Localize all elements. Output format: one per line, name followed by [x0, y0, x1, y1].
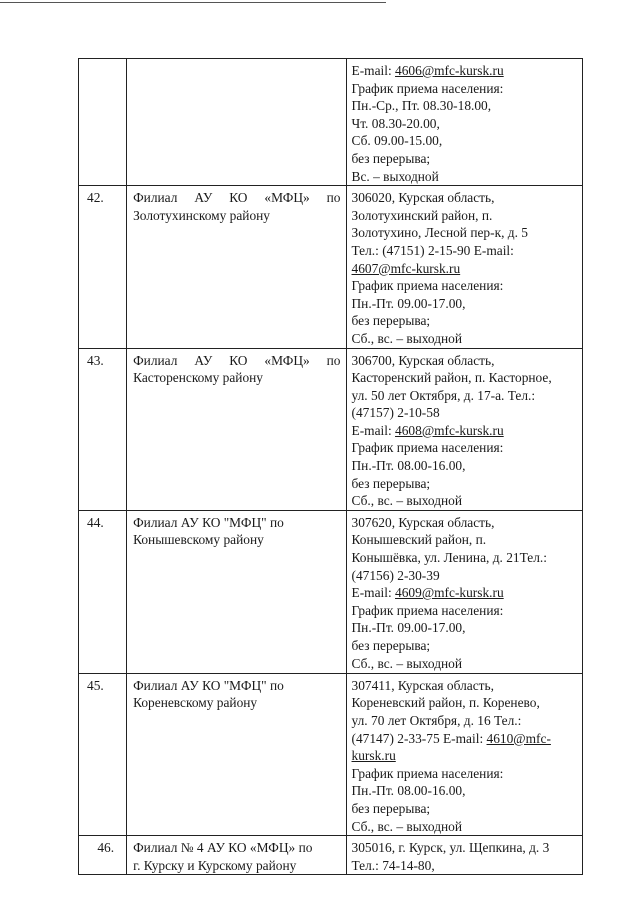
branch-name-line: Конышевскому району — [133, 532, 264, 548]
row-number: 43. — [79, 348, 127, 510]
info-line: (47147) 2-33-75 E-mail: 4610@mfc- — [351, 730, 551, 746]
info-line: Тел.: 74-14-80, — [351, 857, 435, 873]
row-number: 46. — [79, 836, 127, 875]
info-line: Пн.-Пт. 09.00-17.00, — [351, 620, 466, 636]
info-line: График приема населения: — [351, 602, 504, 618]
branch-info-cell — [346, 673, 582, 835]
word: «МФЦ» — [264, 352, 310, 368]
branch-name-line: г. Курску и Курскому району — [133, 857, 297, 873]
word: по — [326, 352, 341, 368]
info-line: График приема населения: — [351, 765, 504, 781]
info-line — [352, 747, 580, 765]
info-line: 307620, Курская область, — [351, 514, 495, 530]
info-line: График приема населения: — [351, 278, 504, 294]
info-line: без перерыва; — [351, 150, 431, 166]
info-line: Сб., вс. – выходной — [351, 655, 463, 671]
branch-info-cell — [346, 348, 582, 510]
email-link[interactable]: 4606@mfc-kursk.ru — [395, 63, 504, 78]
info-line: Конышёвка, ул. Ленина, д. 21Тел.: — [351, 550, 547, 566]
info-line: Сб. 09.00-15.00, — [351, 133, 443, 149]
row-number: 42. — [79, 186, 127, 348]
info-line: Пн.-Ср., Пт. 08.30-18.00, — [351, 98, 492, 114]
word: «МФЦ» — [264, 190, 310, 206]
info-line: График приема населения: — [351, 440, 504, 456]
branch-name-line: Филиал № 4 АУ КО «МФЦ» по — [133, 840, 313, 856]
info-line: ул. 70 лет Октября, д. 16 Тел.: — [351, 713, 522, 729]
top-rule — [0, 2, 386, 3]
info-line: ул. 50 лет Октября, д. 17-а. Тел.: — [351, 387, 536, 403]
branch-name-cell — [127, 186, 346, 348]
branch-name-line: Филиал АУ КО "МФЦ" по — [133, 514, 284, 530]
info-line — [352, 260, 580, 278]
info-line: Пн.-Пт. 08.00-16.00, — [351, 783, 466, 799]
table-row — [79, 348, 583, 510]
info-line: 306700, Курская область, — [351, 352, 495, 368]
branch-name-cell — [127, 836, 346, 875]
info-line: Пн.-Пт. 09.00-17.00, — [351, 295, 466, 311]
branch-info-cell — [346, 836, 582, 875]
info-line: График приема населения: — [351, 80, 504, 96]
info-line: Золотухино, Лесной пер-к, д. 5 — [351, 225, 528, 241]
info-line: Сб., вс. – выходной — [351, 493, 463, 509]
email-link[interactable]: 4607@mfc-kursk.ru — [351, 260, 461, 276]
info-line: 305016, г. Курск, ул. Щепкина, д. 3 — [351, 840, 550, 856]
branch-name-cell — [127, 510, 346, 673]
info-line: Пн.-Пт. 08.00-16.00, — [351, 458, 466, 474]
info-line: Сб., вс. – выходной — [351, 818, 463, 834]
info-line: E-mail: 4606@mfc-kursk.ru — [351, 63, 504, 78]
branch-name-line: Кореневскому району — [133, 695, 258, 711]
branch-info-cell — [346, 59, 582, 186]
info-line: без перерыва; — [351, 475, 431, 491]
table-row — [79, 59, 583, 186]
info-line: E-mail: 4609@mfc-kursk.ru — [351, 585, 504, 601]
info-line: (47156) 2-30-39 — [351, 567, 440, 583]
email-link[interactable]: 4610@mfc- — [486, 730, 551, 746]
email-link[interactable]: kursk.ru — [351, 748, 396, 764]
branch-info-cell — [346, 510, 582, 673]
word: Филиал — [133, 352, 178, 368]
table-row — [79, 673, 583, 835]
branch-name-line — [133, 352, 340, 370]
info-line: Сб., вс. – выходной — [351, 330, 463, 346]
info-line: без перерыва; — [351, 313, 431, 329]
info-line: Тел.: (47151) 2-15-90 E-mail: — [351, 242, 514, 258]
branch-info-cell — [346, 186, 582, 348]
info-line: Золотухинский район, п. — [351, 207, 493, 223]
info-line: 306020, Курская область, — [351, 190, 495, 206]
branch-name-line: Золотухинскому району — [133, 207, 271, 223]
info-line: Конышевский район, п. — [351, 532, 487, 548]
info-line: Вс. – выходной — [351, 168, 439, 184]
branch-name-cell — [127, 348, 346, 510]
email-link[interactable]: 4609@mfc-kursk.ru — [395, 585, 504, 601]
info-line: 307411, Курская область, — [351, 677, 494, 693]
info-line: Кореневский район, п. Коренево, — [351, 695, 540, 711]
branch-name-cell — [127, 673, 346, 835]
table-body — [79, 59, 583, 875]
branch-name-line: Касторенскому району — [133, 370, 263, 386]
word: АУ — [194, 190, 213, 206]
email-link[interactable]: 4608@mfc-kursk.ru — [395, 422, 504, 438]
row-number — [79, 59, 127, 186]
branch-name-line: Филиал АУ КО "МФЦ" по — [133, 677, 284, 693]
info-line: Чт. 08.30-20.00, — [351, 115, 440, 131]
branch-table — [78, 58, 583, 875]
info-line: без перерыва; — [351, 801, 431, 816]
info-line: E-mail: 4608@mfc-kursk.ru — [351, 422, 504, 438]
table-row — [79, 510, 583, 673]
info-line: (47157) 2-10-58 — [351, 405, 440, 421]
row-number: 45. — [79, 673, 127, 835]
table-row — [79, 836, 583, 875]
table-row — [79, 186, 583, 348]
row-number: 44. — [79, 510, 127, 673]
word: КО — [229, 190, 248, 206]
info-line: Касторенский район, п. Касторное, — [351, 370, 552, 386]
word: КО — [229, 352, 248, 368]
word: по — [326, 190, 341, 206]
branch-name-line — [133, 189, 340, 207]
branch-name-cell — [127, 59, 346, 186]
word: АУ — [194, 352, 213, 368]
word: Филиал — [133, 190, 178, 206]
info-line: без перерыва; — [351, 638, 431, 653]
